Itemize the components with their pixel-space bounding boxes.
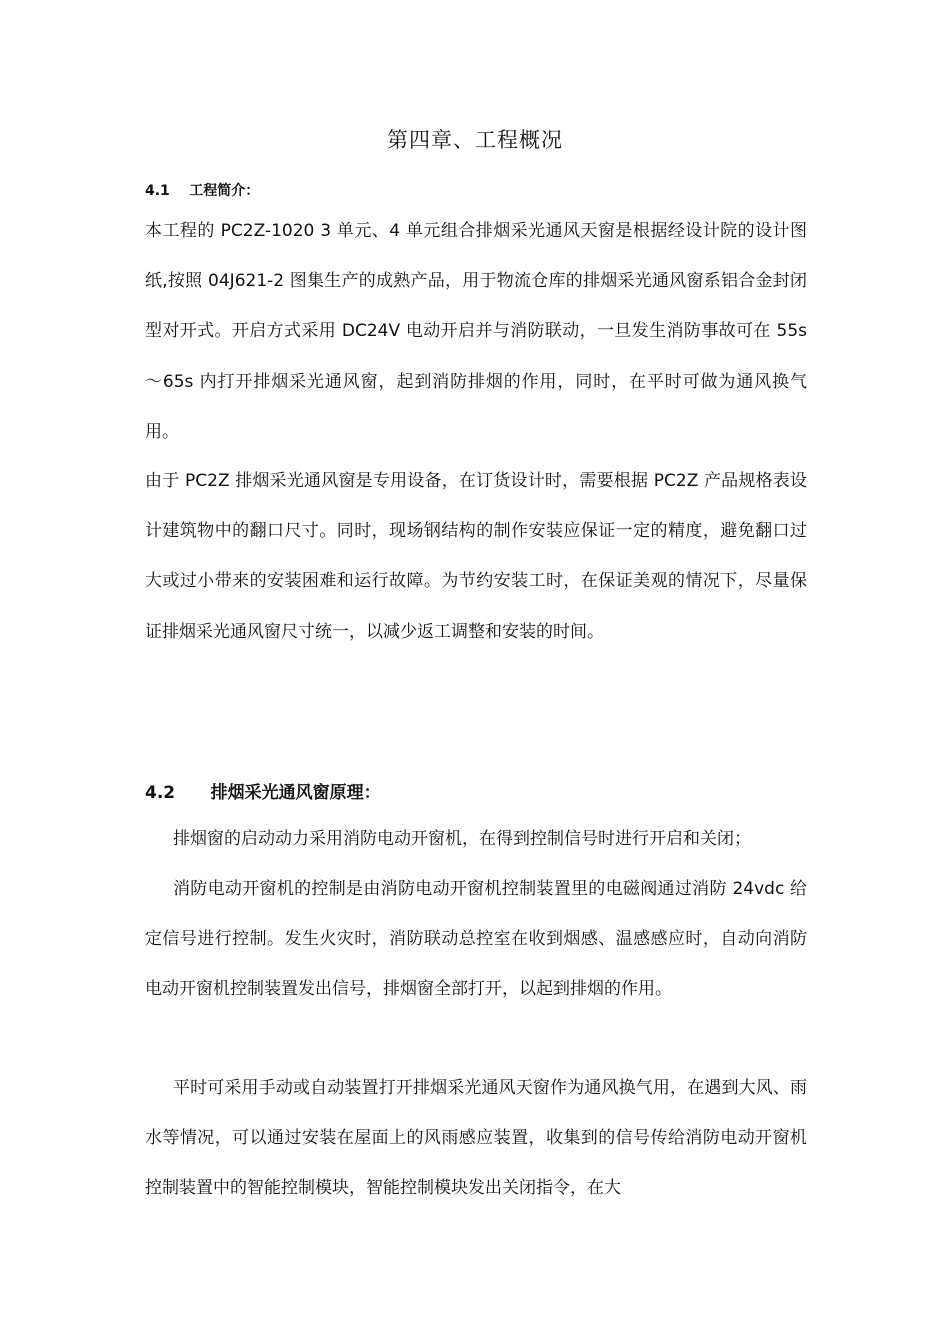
section-4-2-heading: 4.2 排烟采光通风窗原理： xyxy=(145,783,381,803)
section-4-2-paragraph-2: 消防电动开窗机的控制是由消防电动开窗机控制装置里的电磁阀通过消防 24vdc 给定信号进行控制。发生火灾时，消防联动总控室在收到烟感、温感感应时，自动向消防电动开窗机控制装置发出信号，排烟窗全部打开，以起到排烟的作用。 xyxy=(145,879,807,1000)
section-4-2-paragraph-3: 平时可采用手动或自动装置打开排烟采光通风天窗作为通风换气用，在遇到大风、雨水等情况，可以通过安装在屋面上的风雨感应装置，收集到的信号传给消防电动开窗机控制装置中的智能控制模块，智能控制模块发出关闭指令，在大 xyxy=(145,1078,807,1199)
section-4-1-paragraph-1: 本工程的 PC2Z-1020 3 单元、4 单元组合排烟采光通风天窗是根据经设计院的设计图纸,按照 04J621-2 图集生产的成熟产品，用于物流仓库的排烟采光通风窗系铝合金封闭型对开式。开启方式采用 DC24V 电动开启并与消防联动，一旦发生消防事故可在 55s～65s 内打开排烟采光通风窗，起到消防排烟的作用，同时，在平时可做为通风换气用。 xyxy=(145,221,807,442)
section-4-1-paragraph-2: 由于 PC2Z 排烟采光通风窗是专用设备，在订货设计时，需要根据 PC2Z 产品规格表设计建筑物中的翻口尺寸。同时，现场钢结构的制作安装应保证一定的精度，避免翻口过大或过小带来的安装困难和运行故障。为节约安装工时，在保证美观的情况下，尽量保证排烟采光通风窗尺寸统一，以减少返工调整和安装的时间。 xyxy=(145,471,807,642)
section-4-2-paragraph-1: 排烟窗的启动动力采用消防电动开窗机，在得到控制信号时进行开启和关闭； xyxy=(173,829,751,849)
chapter-title: 第四章、工程概况 xyxy=(387,128,563,152)
section-4-1-heading: 4.1 工程简介： xyxy=(145,183,260,199)
